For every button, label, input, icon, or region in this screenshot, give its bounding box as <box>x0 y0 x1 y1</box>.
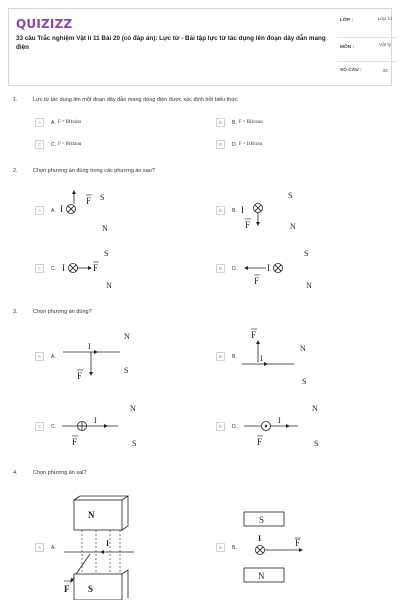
force-label: F <box>72 437 78 447</box>
pole-label: S <box>302 377 307 386</box>
question-text: Chọn phương án đúng? <box>33 309 92 315</box>
force-label: F <box>251 330 257 340</box>
option-label: C. <box>51 424 56 430</box>
quizizz-logo: QUIZIZZ <box>16 17 73 31</box>
figure-q2-d <box>240 244 320 294</box>
pole-label: N <box>124 332 130 341</box>
current-label: I <box>260 354 263 363</box>
force-label: F <box>77 371 83 381</box>
force-label: F <box>257 437 263 447</box>
option-text: F = IℓBcotα <box>239 142 263 147</box>
figure-q3-b <box>238 326 318 390</box>
pole-label: N <box>102 224 108 233</box>
option-box[interactable]: A <box>35 352 44 361</box>
divider <box>337 61 397 62</box>
question-number: 1. <box>13 97 18 103</box>
count-value: 33 <box>382 69 388 74</box>
figure-q2-b <box>238 186 318 236</box>
option-box[interactable]: D <box>216 140 225 149</box>
pole-label: S <box>304 249 309 258</box>
pole-label: N <box>88 510 95 520</box>
current-label: I <box>258 534 262 543</box>
count-label: SỐ CÂU : <box>340 68 362 73</box>
pole-label: N <box>258 571 265 581</box>
option-box[interactable]: C <box>35 422 44 431</box>
pole-label: S <box>124 366 129 375</box>
current-label: I <box>278 416 281 425</box>
option-text: F = BIℓsinα <box>58 120 81 125</box>
subject-label: MÔN : <box>340 45 355 50</box>
current-label: I <box>60 204 63 214</box>
question-text: Chọn phương án sai? <box>33 470 87 476</box>
magnet-block <box>74 500 122 530</box>
option-box[interactable]: D <box>216 422 225 431</box>
pole-label: N <box>130 404 136 413</box>
question-number: 2. <box>13 168 18 174</box>
force-label: F <box>64 584 70 594</box>
question-text: Chọn phương án đúng trong các phương án sau? <box>33 168 155 174</box>
figure-q2-c <box>60 244 120 294</box>
option-text: F = BIℓtanα <box>58 142 82 147</box>
pole-label: S <box>314 439 319 448</box>
pole-label: N <box>306 281 312 290</box>
option-label: D. <box>232 142 237 148</box>
option-label: A. <box>51 120 56 126</box>
option-label: B. <box>232 545 237 551</box>
figure-q4-a <box>60 494 140 600</box>
option-box[interactable]: B <box>216 118 225 127</box>
figure-q3-c <box>58 398 148 454</box>
option-label: A. <box>51 354 56 360</box>
current-label: I <box>267 263 270 273</box>
question-number: 4. <box>13 470 18 476</box>
option-label: A. <box>51 208 56 214</box>
option-label: D. <box>232 266 237 272</box>
option-box[interactable]: C <box>35 140 44 149</box>
option-box[interactable]: B <box>216 352 225 361</box>
pole-label: S <box>132 439 137 448</box>
option-box[interactable]: A <box>35 206 44 215</box>
divider <box>337 37 397 38</box>
worksheet-title: 33 câu Trắc nghiệm Vật lí 11 Bài 20 (có đáp án): Lực từ - Bài tập lực từ tác dụng lên đoạn dây dẫn mang điện <box>16 35 326 51</box>
force-label: F <box>245 220 251 230</box>
subject-value: Vật lý <box>379 43 391 48</box>
current-label: I <box>62 263 65 273</box>
option-label: C. <box>51 142 56 148</box>
option-text: F = BIℓcosα <box>239 120 263 125</box>
figure-q3-a <box>58 328 138 390</box>
pole-label: S <box>259 515 265 525</box>
current-label: I <box>94 416 97 425</box>
option-label: B. <box>232 208 237 214</box>
class-label: LỚP : <box>340 18 354 23</box>
option-box[interactable]: A <box>35 118 44 127</box>
option-label: B. <box>232 354 237 360</box>
pole-label: S <box>104 249 109 258</box>
current-label: I <box>88 342 91 351</box>
option-box[interactable]: B <box>216 206 225 215</box>
worksheet-header <box>8 8 392 86</box>
question-text: Lực từ tác dụng lên một đoạn dây dẫn mang dòng điện được xác định bởi biểu thức <box>33 97 238 103</box>
pole-label: N <box>300 344 306 353</box>
pole-label: S <box>88 584 94 594</box>
option-label: C. <box>51 266 56 272</box>
current-label: I <box>106 539 110 548</box>
pole-label: N <box>106 281 112 290</box>
current-label: I <box>241 205 244 215</box>
option-box[interactable]: A <box>35 543 44 552</box>
force-label: F <box>254 276 260 286</box>
pole-label: N <box>290 222 296 231</box>
option-box[interactable]: D <box>216 264 225 273</box>
figure-q4-b <box>240 508 310 588</box>
force-label: F <box>93 263 99 273</box>
option-label: D. <box>232 424 237 430</box>
option-box[interactable]: B <box>216 543 225 552</box>
class-value: Lớp 11 <box>377 17 393 22</box>
figure-q3-d <box>240 398 330 454</box>
magnet-block <box>74 574 122 600</box>
figure-q2-a <box>58 186 118 236</box>
pole-label: S <box>288 191 293 200</box>
question-number: 3. <box>13 309 18 315</box>
force-label: F <box>295 538 301 548</box>
option-box[interactable]: C <box>35 264 44 273</box>
force-label: F <box>86 196 92 206</box>
option-label: B. <box>232 120 237 126</box>
pole-label: S <box>100 193 105 202</box>
pole-label: N <box>312 404 318 413</box>
option-label: A. <box>51 545 56 551</box>
